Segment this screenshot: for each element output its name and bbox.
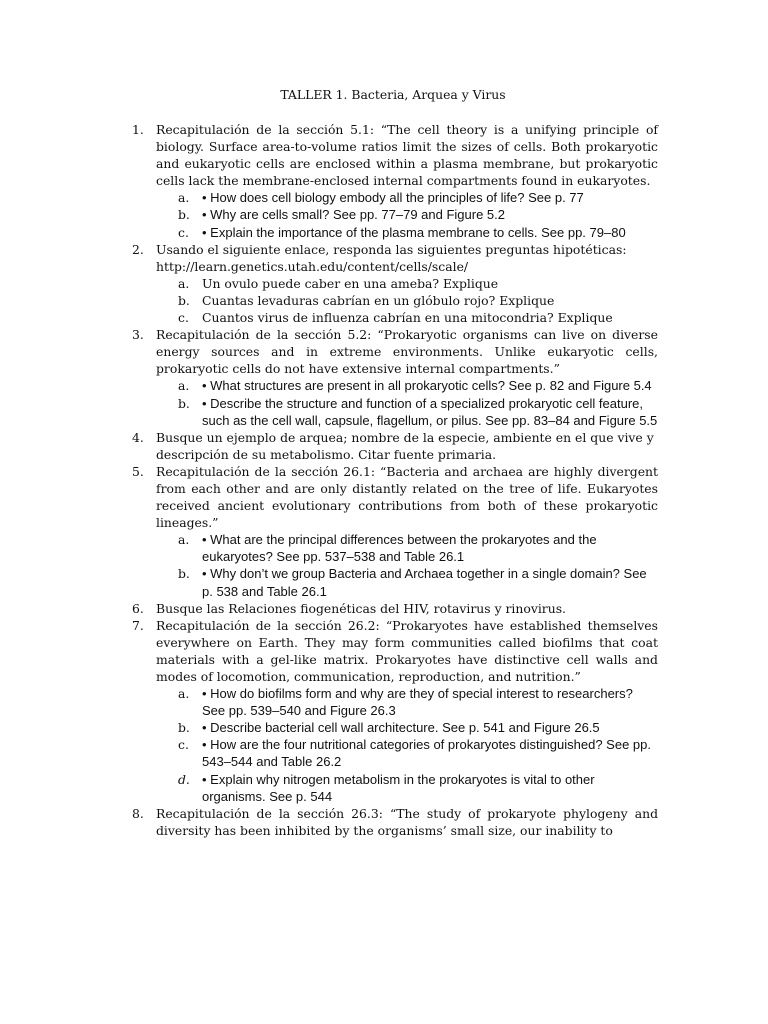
subquestion-label: c. [178,737,189,753]
item-number: 1. [132,122,144,137]
subquestion-label: b. [178,395,190,411]
subquestion-text: Cuantos virus de influenza cabrían en una mitocondria? Explique [202,310,613,326]
subquestion-label: a. [178,378,190,394]
subquestion-label: a. [178,275,190,291]
subquestion-text: • What are the principal differences between the prokaryotes and the eukaryotes? See pp. 537–538 and Table 26.1 [202,532,597,565]
subquestion-text: • Why are cells small? See pp. 77–79 and Figure 5.2 [202,207,505,223]
subquestion-list [156,189,658,240]
item-number: 4. [132,429,144,445]
subquestion-item [178,292,658,309]
subquestion-list [156,275,658,326]
document-title: TALLER 1. Bacteria, Arquea y Virus [280,87,506,102]
subquestion-list [156,531,658,599]
subquestion-item [178,685,658,719]
subquestion-text: Un ovulo puede caber en una ameba? Explique [202,275,499,291]
subquestion-item [178,206,658,223]
subquestion-label: a. [178,686,190,702]
item-text: Recapitulación de la sección 26.3: “The study of prokaryote phylogeny and diversity has been inhibited by the organisms’ small size, our inability to [156,805,658,838]
question-item [132,463,658,600]
item-number: 6. [132,600,144,616]
subquestion-label: c. [178,224,189,240]
subquestion-item [178,377,658,394]
item-number: 2. [132,241,144,257]
subquestion-label: a. [178,190,190,206]
subquestion-list [156,685,658,805]
subquestion-item [178,531,658,565]
subquestion-list [156,377,658,428]
item-text: Recapitulación de la sección 26.2: “Prokaryotes have established themselves everywhere on Earth. They may form communities called biofilms that coat materials with a gel-like matrix. Prokaryotes have distinctive cell walls and modes of locomotion, communication, reproduction, and nutrition.” [156,617,658,684]
subquestion-label: d. [178,771,190,787]
question-item [132,326,658,429]
item-text: Usando el siguiente enlace, responda las siguientes preguntas hipotéticas: http://learn.genetics.utah.edu/content/cells/scale/ [156,241,627,274]
question-item [132,121,658,241]
item-text: Recapitulación de la sección 5.1: “The cell theory is a unifying principle of biology. Surface area-to-volume ratios limit the sizes of cells. Both prokaryotic and eukaryotic cells are enclosed within a plasma membrane, but prokaryotic cells lack the membrane-enclosed internal compartments found in eukaryotes. [156,122,658,189]
subquestion-text: • Explain why nitrogen metabolism in the prokaryotes is vital to other organisms. See p. 544 [202,771,595,804]
subquestion-label: b. [178,292,190,308]
subquestion-label: b. [178,207,190,223]
subquestion-item [178,189,658,206]
subquestion-label: c. [178,310,189,326]
item-number: 7. [132,617,144,633]
item-text: Busque las Relaciones fiogenéticas del HIV, rotavirus y rinovirus. [156,600,566,616]
subquestion-item [178,224,658,241]
question-item [132,805,658,839]
question-item [132,429,658,463]
item-number: 8. [132,805,144,821]
item-text: Busque un ejemplo de arquea; nombre de la especie, ambiente en el que vive y descripción de su metabolismo. Citar fuente primaria. [156,429,654,462]
subquestion-text: • Explain the importance of the plasma membrane to cells. See pp. 79–80 [202,224,626,240]
item-text: Recapitulación de la sección 5.2: “Prokaryotic organisms can live on diverse energy sources and in extreme environments. Unlike eukaryotic cells, prokaryotic cells do not have extensive internal compartments.” [156,327,658,377]
question-item [132,617,658,805]
subquestion-item [178,395,658,429]
subquestion-label: b. [178,720,190,736]
subquestion-text: • Why don’t we group Bacteria and Archaea together in a single domain? See p. 538 and Table 26.1 [202,566,647,599]
subquestion-text: • How does cell biology embody all the principles of life? See p. 77 [202,190,584,206]
subquestion-text: • How are the four nutritional categories of prokaryotes distinguished? See pp. 543–544 and Table 26.2 [202,737,651,770]
subquestion-item [178,771,658,805]
subquestion-text: • Describe the structure and function of a specialized prokaryotic cell feature, such as the cell wall, capsule, flagellum, or pilus. See pp. 83–84 and Figure 5.5 [202,395,658,428]
subquestion-item [178,736,658,770]
subquestion-text: • What structures are present in all prokaryotic cells? See p. 82 and Figure 5.4 [202,378,652,394]
subquestion-item [178,275,658,292]
item-number: 5. [132,463,144,479]
question-item [132,241,658,326]
question-list [0,121,658,839]
subquestion-item [178,719,658,736]
subquestion-label: a. [178,532,190,548]
subquestion-label: b. [178,566,190,582]
question-item [132,600,658,617]
item-number: 3. [132,327,144,343]
subquestion-text: • How do biofilms form and why are they of special interest to researchers? See pp. 539–540 and Figure 26.3 [202,686,633,719]
subquestion-item [178,565,658,599]
item-text: Recapitulación de la sección 26.1: “Bacteria and archaea are highly divergent from each other and are only distantly related on the tree of life. Eukaryotes received ancient evolutionary contributions from both of these prokaryotic lineages.” [156,463,658,531]
subquestion-text: Cuantas levaduras cabrían en un glóbulo rojo? Explique [202,292,555,308]
subquestion-text: • Describe bacterial cell wall architecture. See p. 541 and Figure 26.5 [202,720,600,736]
subquestion-item [178,309,658,326]
